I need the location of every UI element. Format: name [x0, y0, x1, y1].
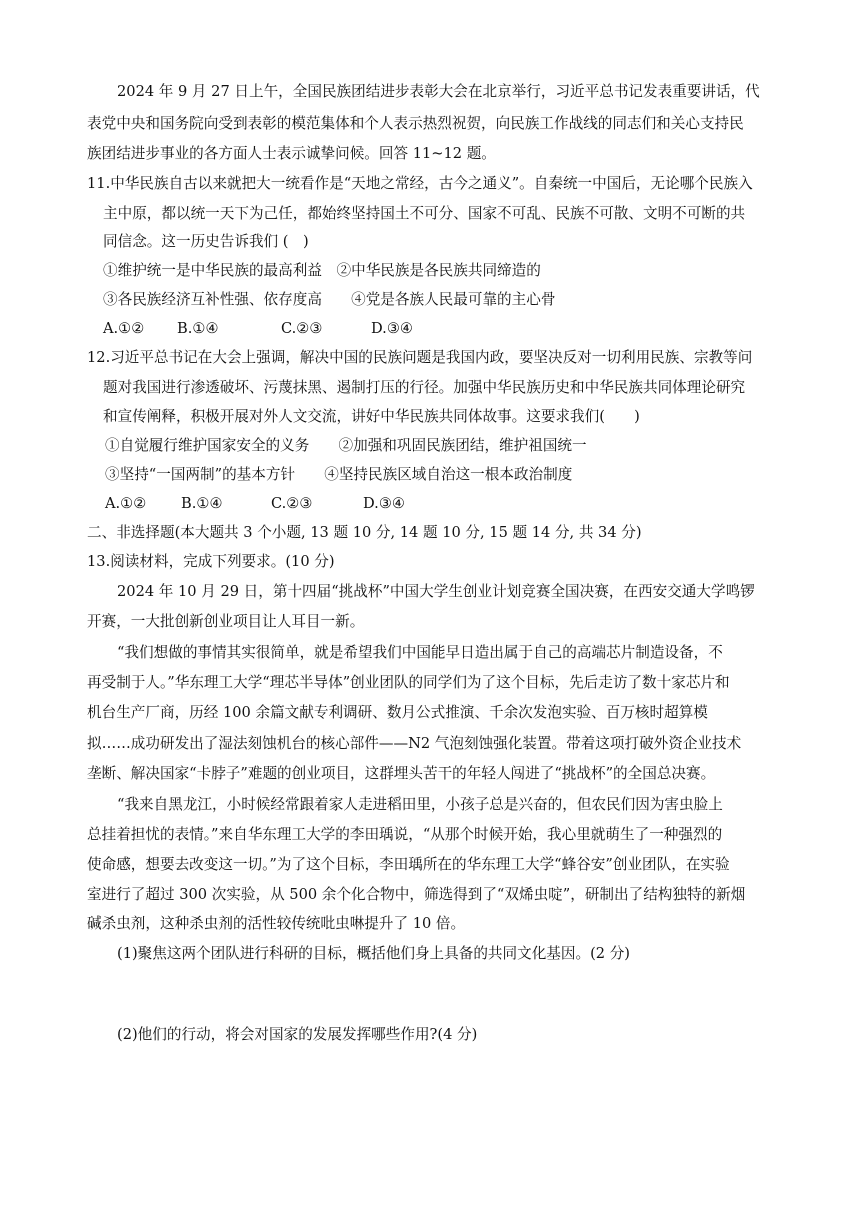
q13-material-line: 机台生产厂商，历经 100 余篇文献专利调研、数月公式推演、千余次发泡实验、百万核时超算模 [87, 704, 708, 721]
q13-material-line: 使命感，想要去改变这一切。”为了这个目标，李田瑀所在的华东理工大学“蜂谷安”创业团队，在实验 [87, 856, 730, 873]
q12-stem-1: 12.习近平总书记在大会上强调，解决中国的民族问题是我国内政，要坚决反对一切利用民族、宗教等问 [87, 349, 753, 366]
q13-material-line: 再受制于人。”华东理工大学“理芯半导体”创业团队的同学们为了这个目标，先后走访了数十家芯片和 [87, 674, 730, 691]
q13-material-line: 总挂着担忧的表情。”来自华东理工大学的李田瑀说，“从那个时候开始，我心里就萌生了一种强烈的 [87, 826, 723, 843]
q12-option-b: B.①④ [181, 495, 223, 512]
q13-material-line: 2024 年 10 月 29 日，第十四届“挑战杯”中国大学生创业计划竞赛全国决赛，在西安交通大学鸣锣 [117, 583, 755, 600]
q12-stem-3: 和宣传阐释，积极开展对外人文交流，讲好中华民族共同体故事。这要求我们( ) [103, 408, 640, 425]
intro-line-1: 2024 年 9 月 27 日上午，全国民族团结进步表彰大会在北京举行，习近平总书记发表重要讲话，代 [117, 83, 760, 100]
q12-item-1: ①自觉履行维护国家安全的义务 ②加强和巩固民族团结，维护祖国统一 [105, 437, 587, 454]
q13-material-line: “我来自黑龙江，小时候经常跟着家人走进稻田里，小孩子总是兴奋的，但农民们因为害虫脸上 [117, 796, 723, 813]
q13-material-line: 开赛，一大批创新创业项目让人耳目一新。 [87, 613, 365, 630]
q11-option-c: C.②③ [281, 320, 323, 337]
section-heading: 二、非选择题(本大题共 3 个小题, 13 题 10 分, 14 题 10 分, 15 题 14 分, 共 34 分) [87, 524, 642, 541]
q12-option-c: C.②③ [271, 495, 313, 512]
q12-stem-2: 题对我国进行渗透破坏、污蔑抹黑、遏制打压的行径。加强中华民族历史和中华民族共同体理论研究 [103, 379, 746, 396]
q11-stem-2: 主中原，都以统一天下为己任，都始终坚持国土不可分、国家不可乱、民族不可散、文明不可断的共 [103, 205, 746, 222]
q13-material-line: 室进行了超过 300 次实验，从 500 余个化合物中，筛选得到了“双烯虫啶”，研制出了结构独特的新烟 [87, 886, 746, 903]
q11-item-1: ①维护统一是中华民族的最高利益 ②中华民族是各民族共同缔造的 [103, 262, 541, 279]
q13-title: 13.阅读材料，完成下列要求。(10 分) [87, 553, 335, 570]
intro-line-3: 族团结进步事业的各方面人士表示诚挚问候。回答 11~12 题。 [87, 145, 496, 162]
q13-material-line: “我们想做的事情其实很简单，就是希望我们中国能早日造出属于自己的高端芯片制造设备，不 [117, 644, 723, 661]
q12-option-d: D.③④ [363, 495, 405, 512]
q13-material-line: 垄断、解决国家“卡脖子”难题的创业项目，这群埋头苦干的年轻人闯进了“挑战杯”的全国总决赛。 [87, 765, 716, 782]
q13-sub-question-2: (2)他们的行动，将会对国家的发展发挥哪些作用?(4 分) [117, 1026, 478, 1043]
q11-item-2: ③各民族经济互补性强、依存度高 ④党是各族人民最可靠的主心骨 [103, 291, 556, 308]
q11-option-d: D.③④ [371, 320, 413, 337]
q12-option-a: A.①② [105, 495, 147, 512]
q13-material-line: 碱杀虫剂，这种杀虫剂的活性较传统吡虫啉提升了 10 倍。 [87, 915, 466, 932]
q13-sub-question-1: (1)聚焦这两个团队进行科研的目标，概括他们身上具备的共同文化基因。(2 分) [117, 945, 630, 962]
q11-stem-1: 11.中华民族自古以来就把大一统看作是“天地之常经，古今之通义”。自秦统一中国后，无论哪个民族入 [87, 175, 753, 192]
q11-option-a: A.①② [103, 320, 145, 337]
q13-material-line: 拟……成功研发出了湿法刻蚀机台的核心部件——N2 气泡刻蚀强化装置。带着这项打破外资企业技术 [87, 735, 742, 752]
intro-line-2: 表党中央和国务院向受到表彰的模范集体和个人表示热烈祝贺，向民族工作战线的同志们和关心支持民 [87, 115, 744, 132]
q12-item-2: ③坚持“一国两制”的基本方针 ④坚持民族区域自治这一根本政治制度 [105, 466, 573, 483]
q11-option-b: B.①④ [177, 320, 219, 337]
q11-stem-3: 同信念。这一历史告诉我们 ( ) [103, 233, 309, 250]
